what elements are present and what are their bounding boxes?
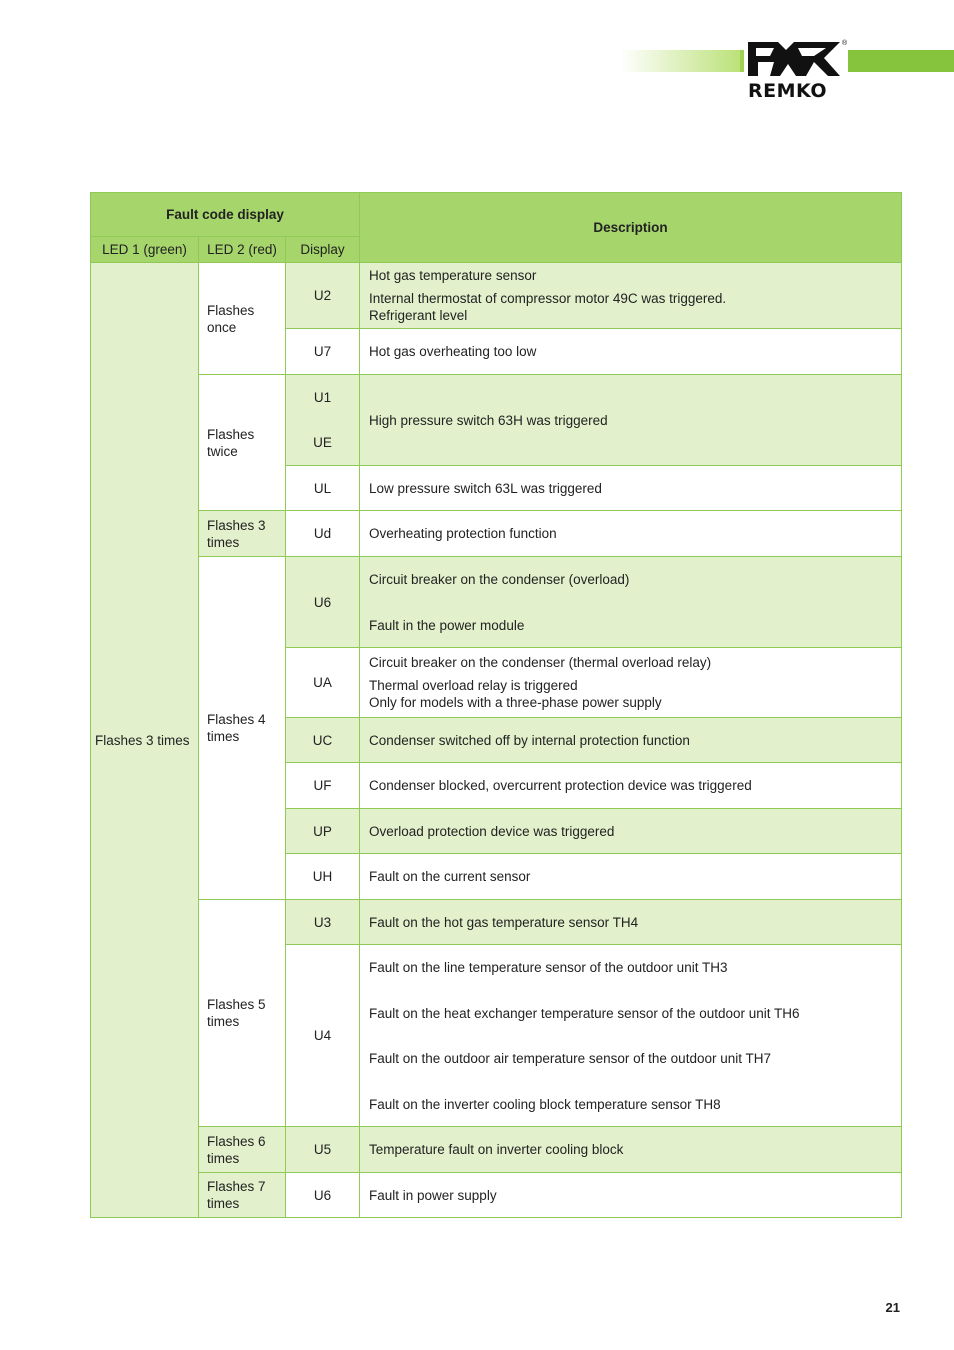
- desc-u3: Fault on the hot gas temperature sensor TH4: [360, 900, 902, 945]
- desc-ue: High pressure switch 63H was triggered: [360, 375, 902, 466]
- desc-ul: Low pressure switch 63L was triggered: [360, 466, 902, 511]
- desc-u4: Fault on the line temperature sensor of the outdoor unit TH3 Fault on the heat exchanger temperature sensor of the outdoor unit TH6 Fault on the outdoor air temperature sensor of the outdoor unit TH7 Fault on the inverter cooling block temperature sensor TH8: [360, 945, 902, 1127]
- code-u6-power: U6: [286, 1173, 360, 1218]
- desc-uh: Fault on the current sensor: [360, 854, 902, 900]
- led2-flashes-5-times: Flashes 5 times: [199, 900, 286, 1127]
- code-u7: U7: [286, 329, 360, 375]
- code-u6-overload: U6: [286, 557, 360, 648]
- led2-flashes-twice: Flashes twice: [199, 375, 286, 511]
- code-ud: Ud: [286, 511, 360, 557]
- code-ua: UA: [286, 648, 360, 718]
- desc-ud: Overheating protection function: [360, 511, 902, 557]
- desc-u5: Temperature fault on inverter cooling block: [360, 1127, 902, 1173]
- led2-flashes-7-times: Flashes 7 times: [199, 1173, 286, 1218]
- code-u2: U2: [286, 263, 360, 329]
- code-u5: U5: [286, 1127, 360, 1173]
- fault-code-table: [90, 192, 902, 1218]
- code-uh: UH: [286, 854, 360, 900]
- remko-logo: [744, 40, 848, 104]
- desc-u6-overload: Circuit breaker on the condenser (overload) Fault in the power module: [360, 557, 902, 648]
- led2-flashes-3-times: Flashes 3 times: [199, 511, 286, 557]
- page-number: 21: [885, 1300, 900, 1315]
- led2-flashes-4-times: Flashes 4 times: [199, 557, 286, 900]
- registered-mark: ®: [842, 40, 848, 47]
- code-up: UP: [286, 809, 360, 854]
- header-led1: LED 1 (green): [91, 237, 199, 263]
- code-u1: U1: [286, 375, 360, 420]
- code-uf: UF: [286, 763, 360, 809]
- logo-wordmark: REMKO: [748, 80, 828, 102]
- desc-u2: Hot gas temperature sensor Internal thermostat of compressor motor 49C was triggered. Refrigerant level: [360, 263, 902, 329]
- code-u4: U4: [286, 945, 360, 1127]
- code-ue: UE: [286, 420, 360, 466]
- desc-u7: Hot gas overheating too low: [360, 329, 902, 375]
- desc-uc: Condenser switched off by internal protection function: [360, 718, 902, 763]
- desc-ua: Circuit breaker on the condenser (thermal overload relay) Thermal overload relay is triggered Only for models with a three-phase power supply: [360, 648, 902, 718]
- header-description: Description: [360, 193, 902, 263]
- code-uc: UC: [286, 718, 360, 763]
- desc-uf: Condenser blocked, overcurrent protection device was triggered: [360, 763, 902, 809]
- code-u3: U3: [286, 900, 360, 945]
- led2-flashes-once: Flashes once: [199, 263, 286, 375]
- desc-up: Overload protection device was triggered: [360, 809, 902, 854]
- code-ul: UL: [286, 466, 360, 511]
- header-fault-code-display: Fault code display: [91, 193, 360, 237]
- led1-cell: Flashes 3 times: [91, 263, 199, 1218]
- header-display: Display: [286, 237, 360, 263]
- desc-u6-power: Fault in power supply: [360, 1173, 902, 1218]
- header-led2: LED 2 (red): [199, 237, 286, 263]
- led2-flashes-6-times: Flashes 6 times: [199, 1127, 286, 1173]
